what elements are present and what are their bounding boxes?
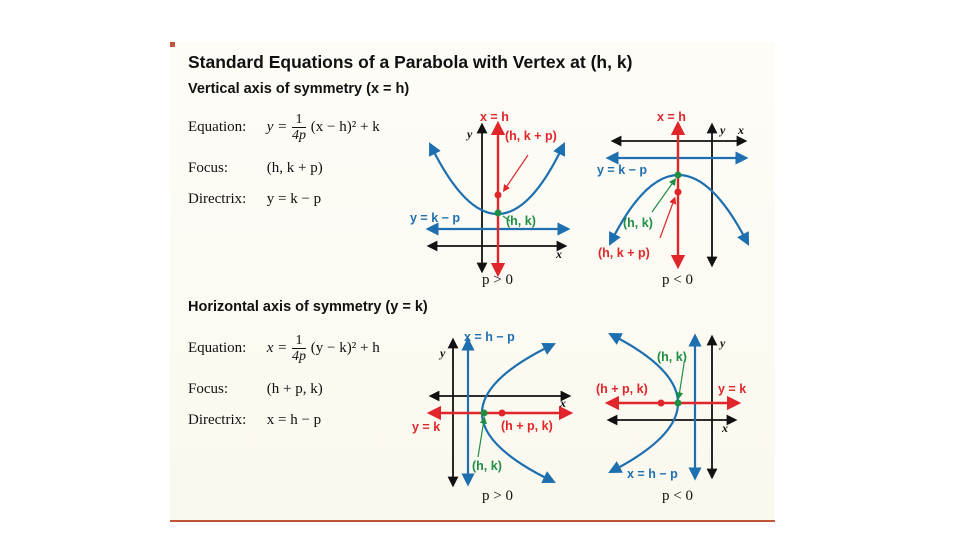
focus-value: (h, k + p) <box>266 160 323 176</box>
graph-horizontal-p-positive <box>412 330 566 482</box>
focus-point <box>675 189 682 196</box>
condition-p-negative: p < 0 <box>662 272 693 288</box>
directrix-value: x = h − p <box>266 412 322 428</box>
focus-pointer <box>660 200 674 238</box>
vertex-point <box>675 400 682 407</box>
condition-p-negative: p < 0 <box>662 488 693 504</box>
directrix-label: x = h − p <box>627 467 678 481</box>
vertex-point <box>675 172 682 179</box>
focus-label: (h + p, k) <box>501 419 553 433</box>
page-title: Standard Equations of a Parabola with Vertex at (h, k) <box>188 52 633 72</box>
focus-label: (h, k + p) <box>598 246 650 260</box>
directrix-label: y = k − p <box>410 211 461 225</box>
equation-rhs: (y − k)² + h <box>310 339 380 356</box>
fraction-numerator: 1 <box>292 112 306 128</box>
focus-label: Focus: <box>188 381 229 397</box>
focus-label: Focus: <box>188 160 229 176</box>
fraction-numerator: 1 <box>292 333 306 349</box>
vertex-point <box>495 210 502 217</box>
directrix-label: x = h − p <box>464 330 515 344</box>
directrix-label: y = k − p <box>597 163 648 177</box>
fraction-denominator: 4p <box>292 349 307 364</box>
y-axis-label: y <box>720 336 726 350</box>
vertex-pointer <box>679 364 684 396</box>
directrix-label: Directrix: <box>188 191 247 207</box>
focus-point <box>495 192 502 199</box>
vertical-heading: Vertical axis of symmetry (x = h) <box>188 81 410 97</box>
equation-lhs: x = <box>266 339 288 356</box>
x-axis-label: x <box>722 421 728 435</box>
y-axis-label: y <box>720 123 726 137</box>
axis-label: x = h <box>657 110 686 124</box>
vertex-pointer <box>478 420 484 457</box>
vertex-label: (h, k) <box>657 350 687 364</box>
focus-pointer <box>505 155 528 189</box>
y-axis-label: y <box>467 127 473 141</box>
focus-label: (h, k + p) <box>505 129 557 143</box>
vertex-label: (h, k) <box>472 459 502 473</box>
y-axis-label: y <box>440 346 446 360</box>
x-axis-label: x <box>738 123 744 137</box>
horizontal-heading: Horizontal axis of symmetry (y = k) <box>188 299 428 315</box>
equation-rhs: (x − h)² + k <box>310 118 380 135</box>
axis-label: y = k <box>718 382 747 396</box>
graph-vertical-p-negative <box>597 110 746 262</box>
graph-vertical-p-positive <box>410 110 564 270</box>
focus-value: (h + p, k) <box>266 381 323 397</box>
axis-label: x = h <box>480 110 509 124</box>
equation-lhs: y = <box>266 118 288 135</box>
focus-point <box>658 400 665 407</box>
equation-label: Equation: <box>188 118 247 135</box>
focus-point <box>499 410 506 417</box>
vertex-point <box>481 410 488 417</box>
directrix-value: y = k − p <box>266 191 322 207</box>
graph-horizontal-p-negative <box>596 336 746 481</box>
equation-label: Equation: <box>188 339 247 356</box>
directrix-label: Directrix: <box>188 412 247 428</box>
condition-p-positive: p > 0 <box>482 488 513 504</box>
fraction-denominator: 4p <box>292 128 307 143</box>
vertex-label: (h, k) <box>506 214 536 228</box>
focus-label: (h + p, k) <box>596 382 648 396</box>
x-axis-label: x <box>560 396 566 410</box>
axis-label: y = k <box>412 420 441 434</box>
x-axis-label: x <box>556 247 562 261</box>
vertex-label: (h, k) <box>623 216 653 230</box>
condition-p-positive: p > 0 <box>482 272 513 288</box>
